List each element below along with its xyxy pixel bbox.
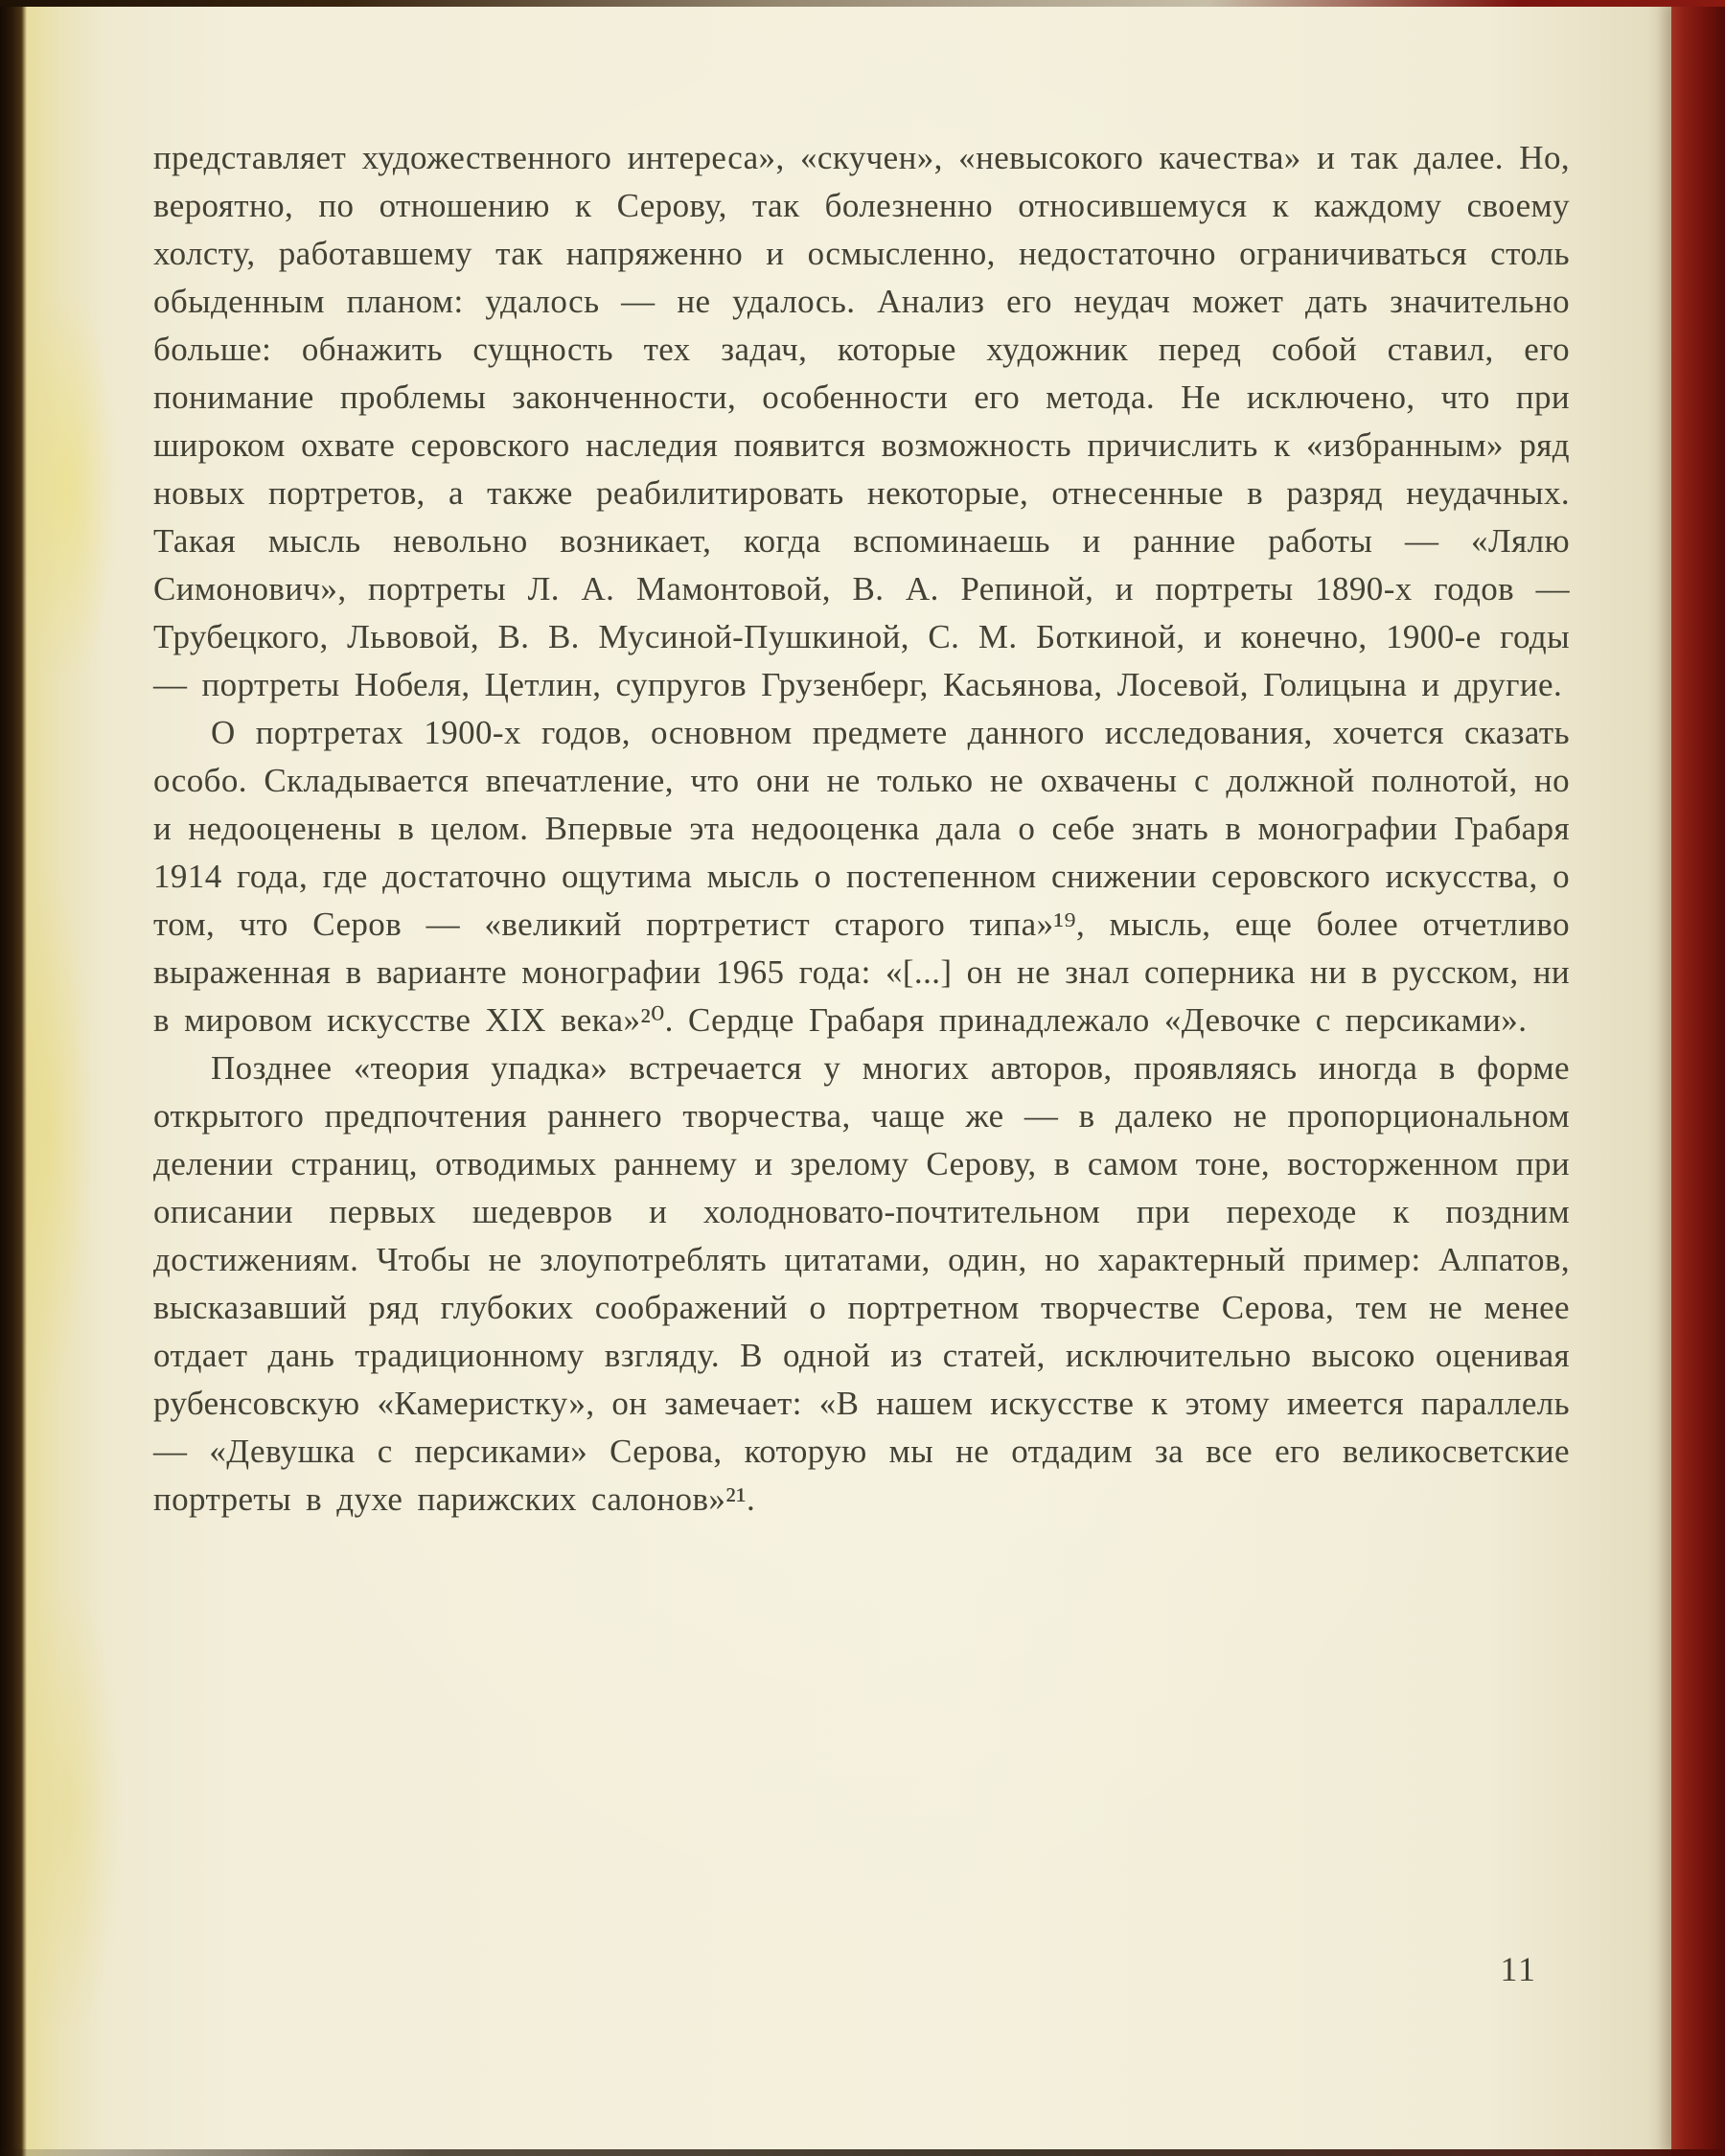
page-left-yellow-edge <box>21 0 107 2156</box>
page-text <box>153 134 1570 1524</box>
page-number: 11 <box>1500 1950 1537 1988</box>
book-cover-right-edge <box>1671 0 1725 2156</box>
book-binding-edge <box>0 0 27 2156</box>
paragraph-continuation: представляет художественного интереса», «скучен», «невысокого качества» и так далее. Но, вероятно, по отношению к Серову, так болезненно относившемуся к каждому своему холсту, работавшему так напряженно и осмысленно, недостаточно ограничиваться столь обыденным планом: удалось — не удалось. Анализ его неудач может дать значительно больше: обнажить сущность тех задач, которые художник перед собой ставил, его понимание проблемы законченности, особенности его метода. Не исключено, что при широком охвате серовского наследия появится возможность причислить к «избранным» ряд новых портретов, а также реабилитировать некоторые, отнесенные в разряд неудачных. Такая мысль невольно возникает, когда вспоминаешь и ранние работы — «Лялю Симонович», портреты Л. А. Мамонтовой, В. А. Репиной, и портреты 1890-х годов — Трубецкого, Львовой, В. В. Мусиной-Пушкиной, С. М. Боткиной, и конечно, 1900-е годы — портреты Нобеля, Цетлин, супругов Грузенберг, Касьянова, Лосевой, Голицына и другие. <box>153 139 1570 703</box>
paragraph: О портретах 1900-х годов, основном предмете данного исследования, хочется сказать особо. Складывается впечатление, что они не только не охвачены с должной полнотой, но и недооценены в целом. Впервые эта недооценка дала о себе знать в монографии Грабаря 1914 года, где достаточно ощутима мысль о постепенном снижении серовского искусства, о том, что Серов — «великий портретист старого типа»¹⁹, мысль, еще более отчетливо выраженная в варианте монографии 1965 года: «[...] он не знал соперника ни в русском, ни в мировом искусстве XIX века»²⁰. Сердце Грабаря принадлежало «Девочке с персиками». <box>153 714 1570 1039</box>
page-top-edge <box>0 0 1725 7</box>
page-bottom-edge <box>0 2149 1725 2156</box>
paragraph: Позднее «теория упадка» встречается у многих авторов, проявляясь иногда в форме открытого предпочтения раннего творчества, чаще же — в далеко не пропорциональном делении страниц, отводимых раннему и зрелому Серову, в самом тоне, восторженном при описании первых шедевров и холодновато-почтительном при переходе к поздним достижениям. Чтобы не злоупотреблять цитатами, один, но характерный пример: Алпатов, высказавший ряд глубоких соображений о портретном творчестве Серова, тем не менее отдает дань традиционному взгляду. В одной из статей, исключительно высоко оценивая рубенсовскую «Камеристку», он замечает: «В нашем искусстве к этому имеется параллель — «Девушка с персиками» Серова, которую мы не отдадим за все его великосветские портреты в духе парижских салонов»²¹. <box>153 1049 1570 1518</box>
